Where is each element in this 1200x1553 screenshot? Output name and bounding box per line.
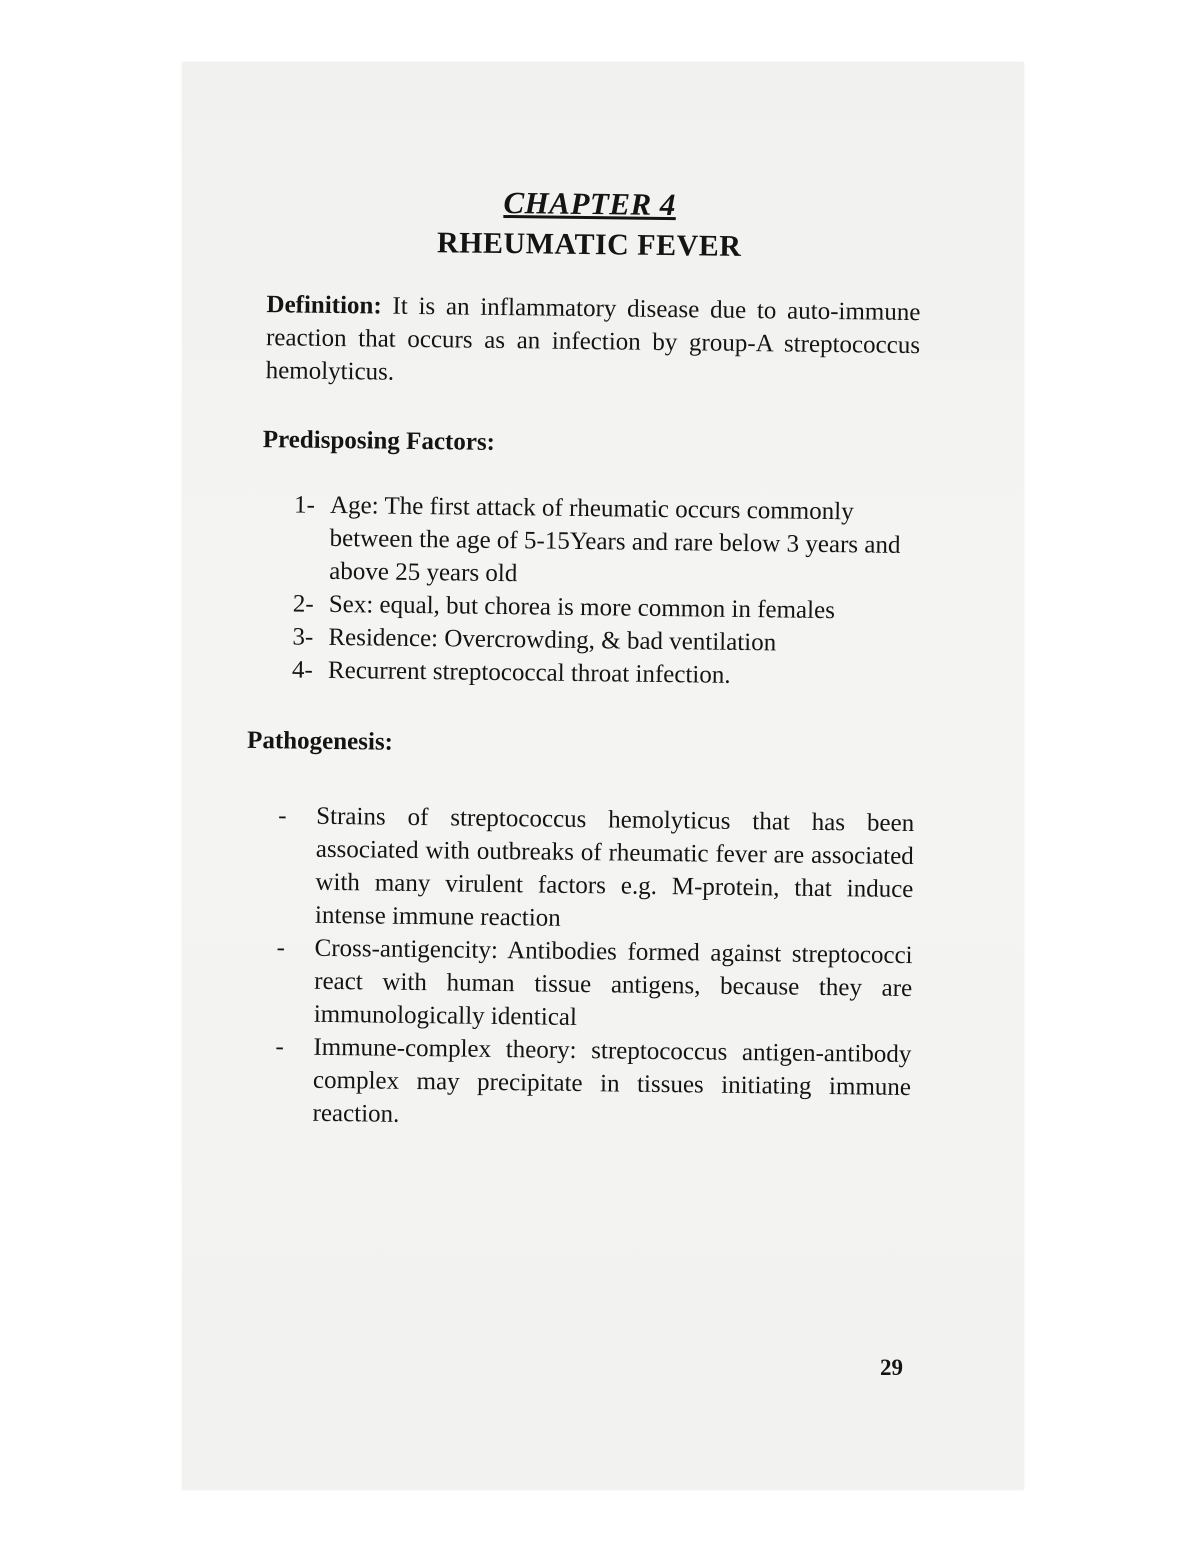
pathogenesis-list — [246, 799, 914, 1137]
list-item-text: Immune-complex theory: streptococcus antigen-antibody complex may precipitate in tissues initiating immune reaction. — [312, 1033, 912, 1128]
list-item — [276, 931, 913, 1038]
chapter-title: RHEUMATIC FEVER — [436, 226, 742, 263]
pathogenesis-heading: Pathogenesis: — [246, 726, 394, 756]
predisposing-factors-heading: Predisposing Factors: — [262, 426, 496, 456]
page-content — [246, 180, 922, 1137]
list-item-text: Residence: Overcrowding, & bad ventilation — [328, 623, 777, 657]
predisposing-factors-list — [252, 488, 918, 694]
chapter-label: CHAPTER 4 — [503, 185, 677, 223]
list-item-text: Recurrent streptococcal throat infection. — [327, 656, 731, 689]
list-marker: 4- — [291, 656, 314, 684]
list-marker: - — [275, 1033, 284, 1061]
list-marker: 3- — [292, 623, 314, 651]
definition-paragraph — [265, 288, 920, 395]
list-item-text: Age: The first attack of rheumatic occurs commonly between the age of 5-15Years and rare below 3 years and above 25 years old — [329, 491, 901, 588]
list-item — [292, 653, 916, 694]
list-item-text: Strains of streptococcus hemolyticus that has been associated with outbreaks of rheumatic fever are associated with many virulent factors e.g. M-protein, that induce intense immune reaction — [314, 802, 915, 932]
list-item-text: Cross-antigencity: Antibodies formed against streptococci react with human tissue antigens, because they are immunologically identical — [313, 934, 913, 1031]
list-marker: - — [276, 934, 286, 962]
definition-label: Definition: — [266, 291, 382, 320]
list-item-text: Sex: equal, but chorea is more common in females — [328, 590, 836, 625]
list-item — [277, 799, 915, 939]
list-marker: 1- — [293, 491, 316, 519]
list-marker: 2- — [292, 590, 314, 618]
list-marker: - — [278, 802, 287, 830]
definition-text: It is an inflammatory disease due to auto-immune reaction that occurs as an infection by group-A streptococcus hemolyticus. — [265, 292, 921, 386]
list-item — [293, 488, 918, 595]
page-number: 29 — [880, 1355, 903, 1380]
list-item — [274, 1030, 911, 1137]
